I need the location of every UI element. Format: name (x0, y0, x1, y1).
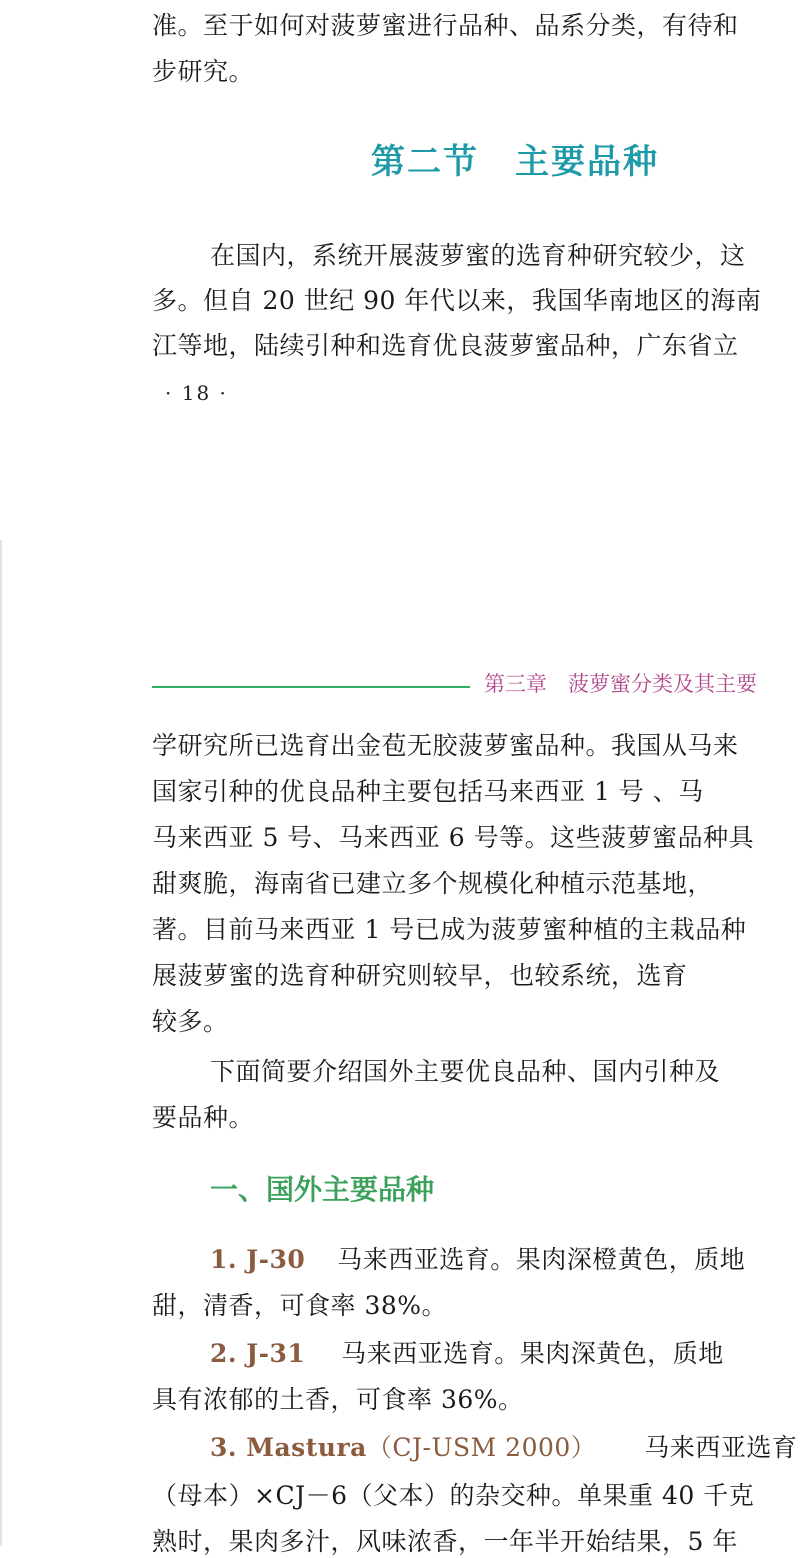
subheading: 一、国外主要品种 (210, 1173, 435, 1206)
item-paren: （CJ-USM 2000） (366, 1433, 597, 1462)
item-text: 马来西亚选育 (644, 1433, 798, 1462)
text-line: 甜，清香，可食率 38%。 (152, 1291, 448, 1320)
text-line: 准。至于如何对菠萝蜜进行品种、品系分类，有待和 (152, 11, 739, 40)
list-item (0, 1244, 800, 1276)
text-line: （母本）×CJ－6（父本）的杂交种。单果重 40 千克 (152, 1481, 755, 1510)
text-line: 步研究。 (152, 57, 255, 86)
text-line: 在国内，系统开展菠萝蜜的选育种研究较少，这 (210, 241, 746, 270)
list-item (0, 1432, 800, 1464)
text-line: 马来西亚 5 号、马来西亚 6 号等。这些菠萝蜜品种具 (152, 823, 755, 852)
chapter-header: 第三章 菠萝蜜分类及其主要 (484, 672, 757, 696)
list-item (0, 1338, 800, 1370)
item-text: 马来西亚选育。果肉深橙黄色，质地 (337, 1245, 746, 1274)
text-line: 较多。 (152, 1007, 229, 1036)
item-label: 1. J-30 (210, 1245, 306, 1274)
item-label: 2. J-31 (210, 1339, 306, 1368)
item-text: 马来西亚选育。果肉深黄色，质地 (341, 1339, 724, 1368)
text-line: 下面简要介绍国外主要优良品种、国内引种及 (210, 1057, 721, 1086)
chapter-header-rule (152, 686, 470, 688)
text-line: 甜爽脆，海南省已建立多个规模化种植示范基地， (152, 869, 714, 898)
text-line: 展菠萝蜜的选育种研究则较早，也较系统，选育 (152, 961, 688, 990)
text-line: 要品种。 (152, 1103, 255, 1132)
text-line: 国家引种的优良品种主要包括马来西亚 1 号 、马 (152, 777, 704, 806)
text-line: 多。但自 20 世纪 90 年代以来，我国华南地区的海南 (152, 286, 762, 315)
text-line: 熟时，果肉多汁，风味浓香，一年半开始结果，5 年 (152, 1527, 738, 1556)
text-line: 学研究所已选育出金苞无胶菠萝蜜品种。我国从马来 (152, 731, 739, 760)
text-line: 具有浓郁的土香，可食率 36%。 (152, 1385, 524, 1414)
text-line: 著。目前马来西亚 1 号已成为菠萝蜜种植的主栽品种 (152, 915, 747, 944)
item-label: 3. Mastura (210, 1433, 367, 1462)
section-title: 第二节 主要品种 (371, 142, 659, 182)
page-number: · 18 · (165, 381, 228, 405)
text-line: 江等地，陆续引种和选育优良菠萝蜜品种，广东省立 (152, 331, 739, 360)
